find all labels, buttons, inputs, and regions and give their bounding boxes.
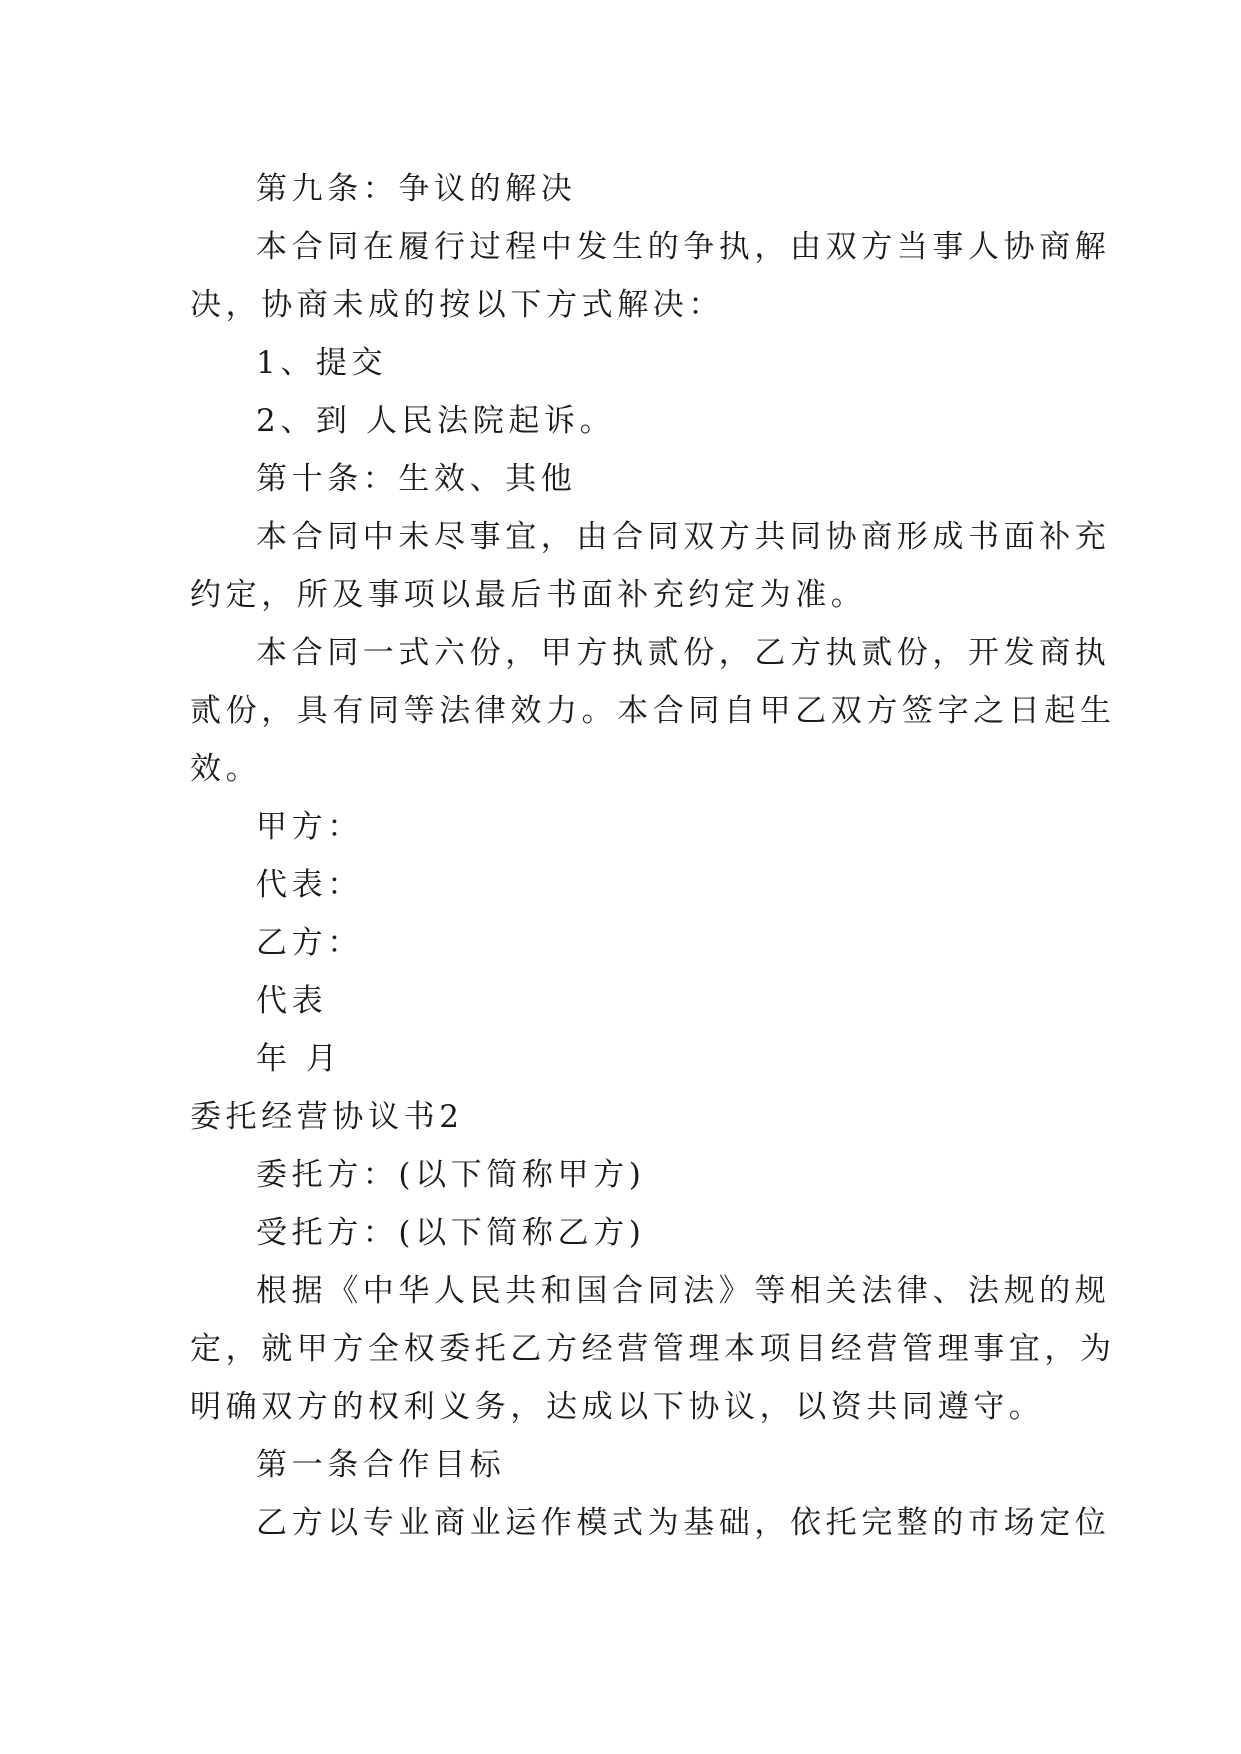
signature-representative-a: 代表： [256, 867, 363, 903]
paragraph-line: 乙方以专业商业运作模式为基础，依托完整的市场定位 [256, 1505, 1111, 1541]
paragraph-line: 明确双方的权利义务，达成以下协议，以资共同遵守。 [190, 1389, 1045, 1425]
paragraph-line: 贰份，具有同等法律效力。本合同自甲乙双方签字之日起生 [190, 693, 1116, 729]
paragraph-line: 效。 [190, 751, 262, 787]
article-9-heading: 第九条：争议的解决 [256, 171, 577, 207]
paragraph-line: 本合同在履行过程中发生的争执，由双方当事人协商解 [256, 229, 1111, 265]
paragraph-line: 根据《中华人民共和国合同法》等相关法律、法规的规 [256, 1273, 1111, 1309]
list-item: 2、到 人民法院起诉。 [256, 403, 616, 439]
paragraph-line: 约定，所及事项以最后书面补充约定为准。 [190, 577, 867, 613]
agent-line: 受托方：(以下简称乙方) [256, 1215, 646, 1251]
paragraph-line: 本合同中未尽事宜，由合同双方共同协商形成书面补充 [256, 519, 1111, 555]
paragraph-line: 定，就甲方全权委托乙方经营管理本项目经营管理事宜，为 [190, 1331, 1116, 1367]
signature-date: 年 月 [256, 1041, 342, 1077]
article-1-heading: 第一条合作目标 [256, 1447, 506, 1483]
agreement-title: 委托经营协议书2 [190, 1099, 464, 1135]
article-10-heading: 第十条：生效、其他 [256, 461, 577, 497]
signature-representative-b: 代表 [256, 983, 328, 1019]
document-page [190, 160, 1116, 1552]
paragraph-line: 本合同一式六份，甲方执贰份，乙方执贰份，开发商执 [256, 635, 1111, 671]
list-item: 1、提交 [256, 345, 388, 381]
signature-party-b: 乙方： [256, 925, 363, 961]
signature-party-a: 甲方： [256, 809, 363, 845]
principal-line: 委托方：(以下简称甲方) [256, 1157, 646, 1193]
paragraph-line: 决，协商未成的按以下方式解决： [190, 287, 724, 323]
